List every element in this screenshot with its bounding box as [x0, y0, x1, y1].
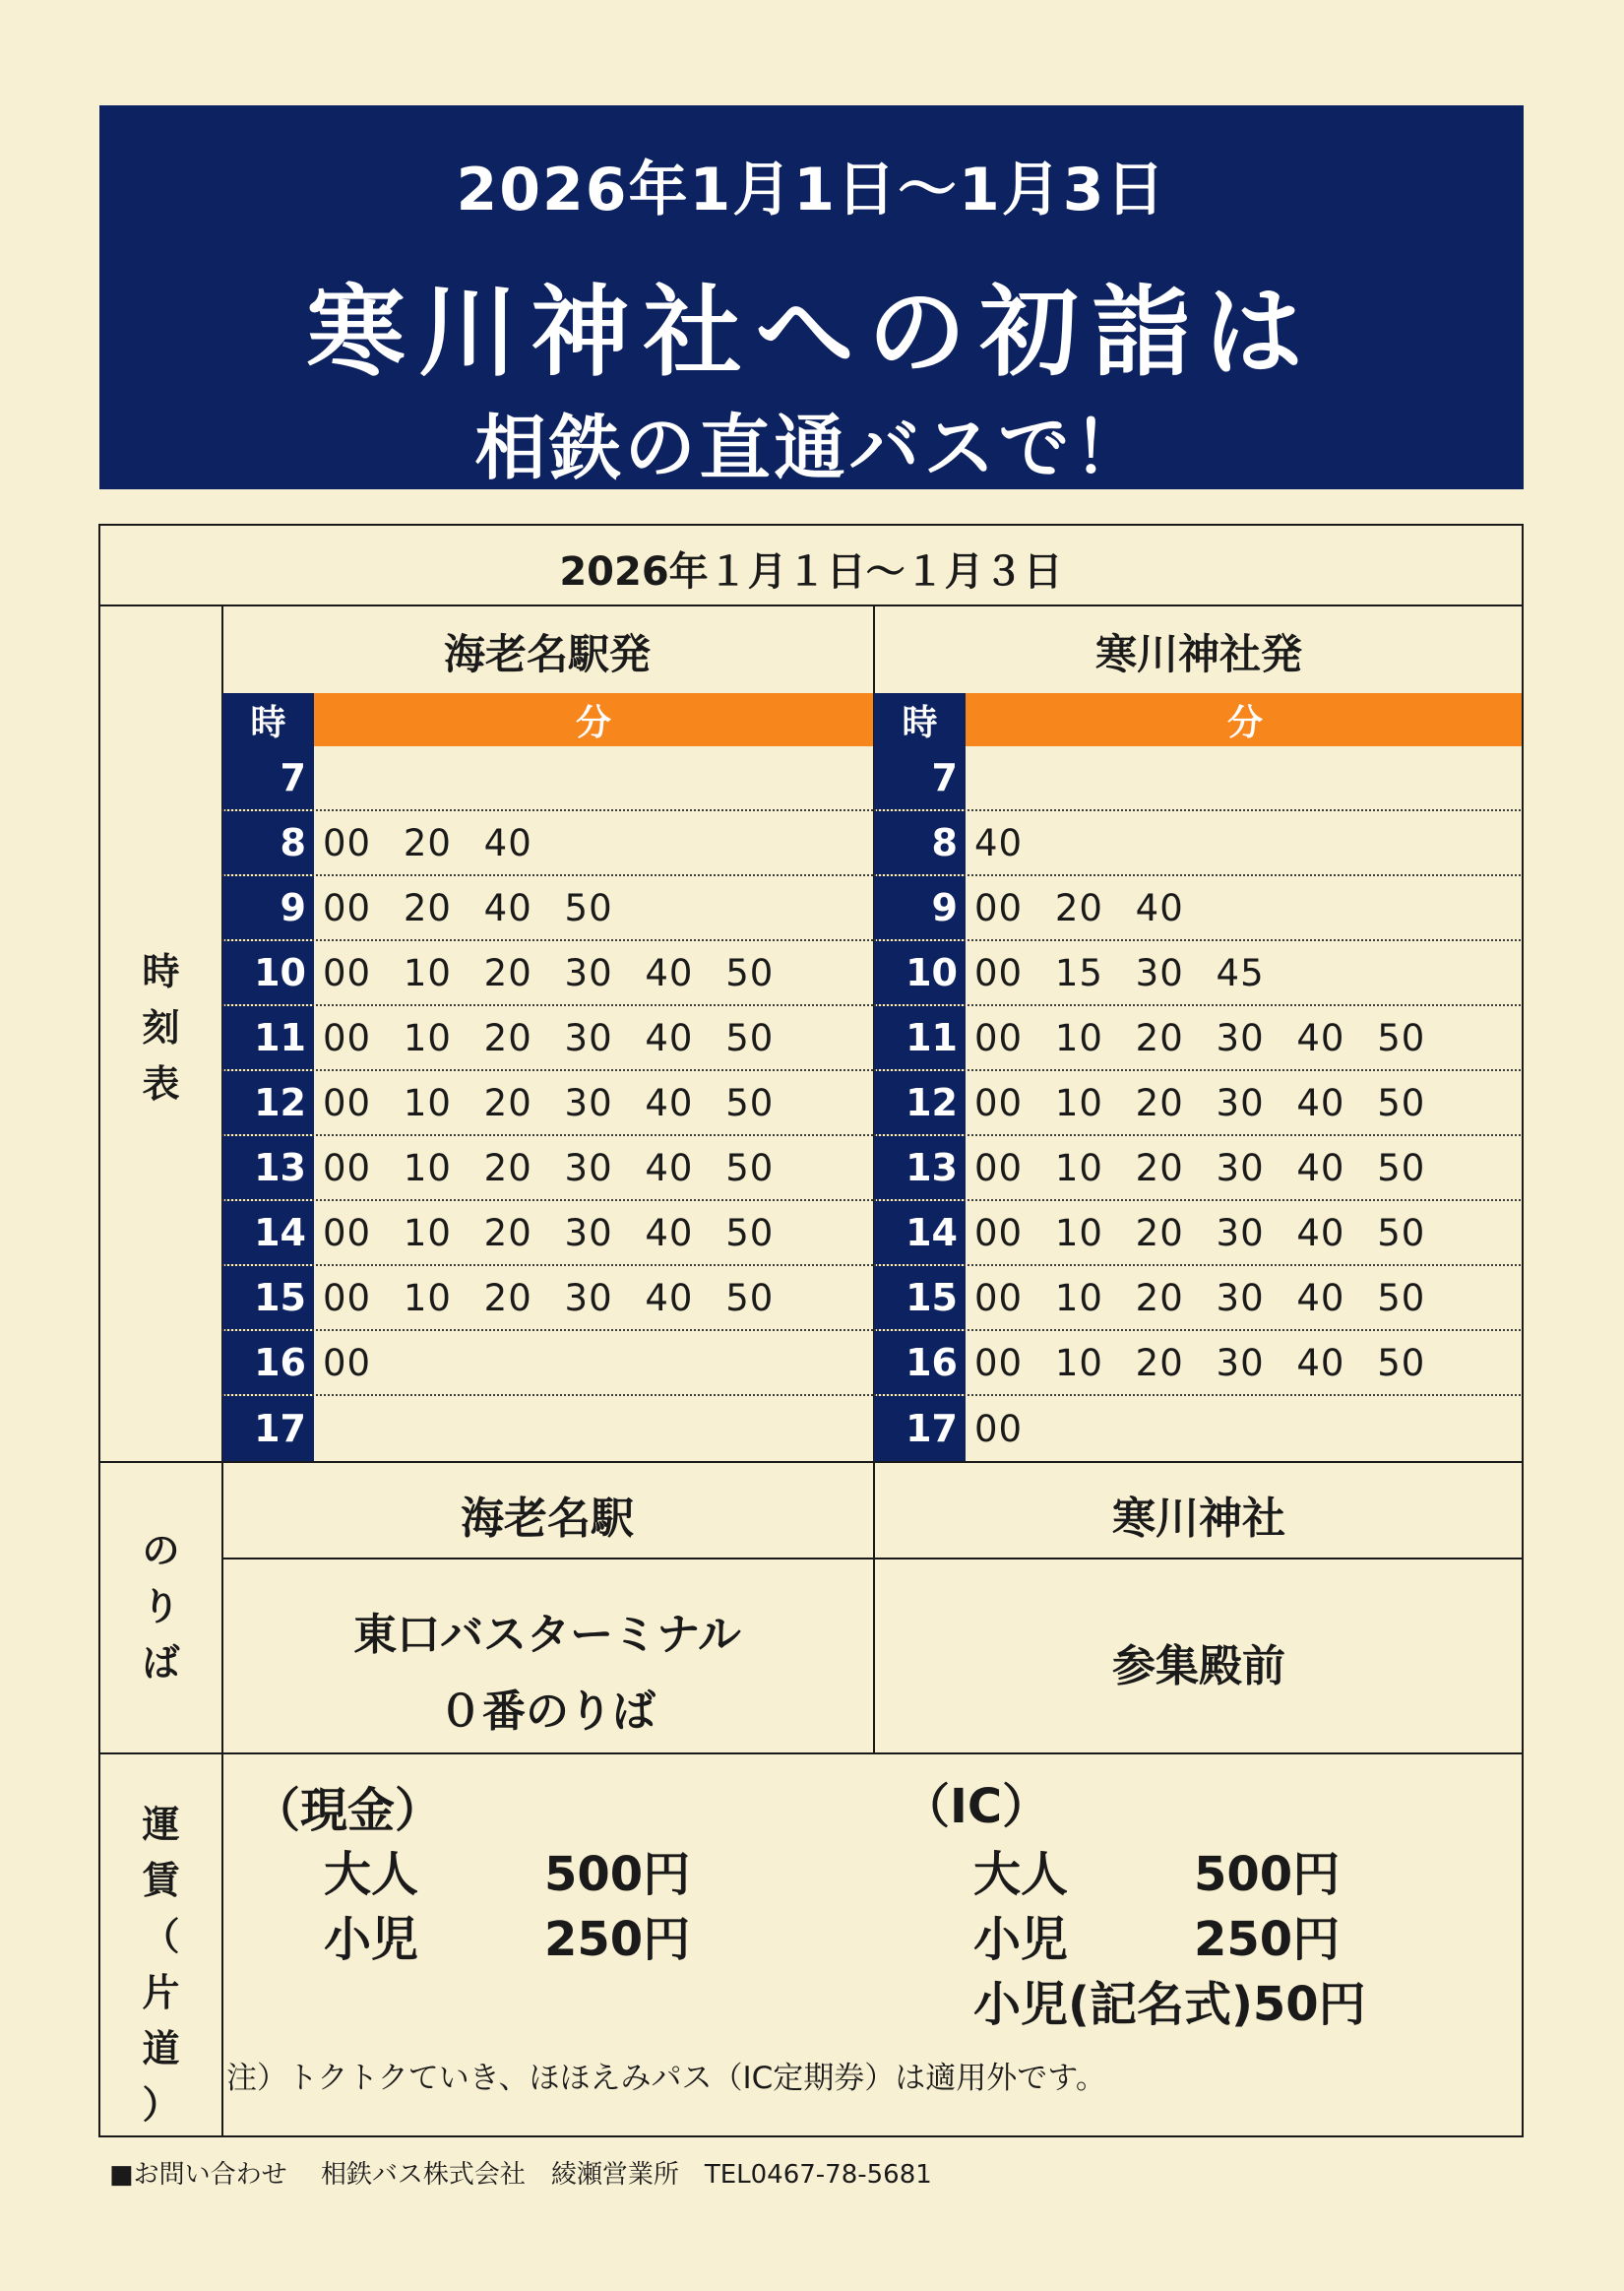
minutes-cell: 00 10 20 30 40 50: [323, 1276, 775, 1319]
ebina-boarding-place: 東口バスターミナル: [353, 1610, 741, 1660]
cash-fare: [253, 1772, 843, 2018]
hour-cell: 9: [222, 876, 314, 939]
table-row: [222, 811, 873, 876]
banner-subline: 相鉄の直通バスで！: [474, 407, 1149, 489]
minutes-cell: 00 10 20 30 40 50: [974, 1081, 1426, 1124]
minutes-cell: 00: [323, 1341, 372, 1384]
cash-child-fare: 小児 250円: [324, 1912, 691, 1967]
hour-cell: 12: [222, 1071, 314, 1134]
ebina-departure-title: 海老名駅発: [443, 630, 651, 678]
minutes-cell: 00 20 40: [323, 821, 532, 864]
hour-cell: 9: [874, 876, 966, 939]
hour-cell: 15: [874, 1266, 966, 1329]
table-row: [222, 1396, 873, 1461]
minutes-cell: 00 10 20 30 40 50: [323, 1211, 775, 1254]
minutes-cell: 00 10 20 30 40 50: [323, 1016, 775, 1059]
info-table: [98, 524, 1524, 2137]
ic-fare: [903, 1768, 1513, 2032]
hour-cell: 16: [222, 1331, 314, 1394]
minutes-cell: 00: [974, 1407, 1024, 1450]
table-row: [222, 1006, 873, 1071]
minute-header: 分: [966, 693, 1524, 746]
hour-cell: 13: [874, 1136, 966, 1199]
table-row: [874, 941, 1524, 1006]
minutes-cell: 00 10 20 30 40 50: [323, 1081, 775, 1124]
minutes-cell: [314, 746, 873, 809]
hour-cell: 15: [222, 1266, 314, 1329]
table-row: [222, 941, 873, 1006]
table-row: [874, 1071, 1524, 1136]
minutes-cell: 00 10 20 30 40 50: [974, 1276, 1426, 1319]
boarding-label: の り ば: [142, 1529, 180, 1685]
table-row: [874, 746, 1524, 811]
minutes-cell: 00 10 20 30 40 50: [323, 1146, 775, 1189]
hour-cell: 8: [874, 811, 966, 874]
hour-cell: 17: [222, 1396, 314, 1461]
hour-cell: 14: [874, 1201, 966, 1264]
ic-adult-fare: 大人 500円: [973, 1847, 1341, 1902]
table-row: [222, 1266, 873, 1331]
hour-cell: 8: [222, 811, 314, 874]
minutes-cell: 00 10 20 30 40 50: [974, 1211, 1426, 1254]
ic-child-registered-fare: 小児(記名式)50円: [973, 1977, 1366, 2032]
divider: [100, 605, 1522, 606]
ebina-boarding-platform: ０番のりば: [439, 1686, 656, 1737]
minutes-cell: 40: [974, 821, 1024, 864]
samukawa-timetable: [874, 693, 1524, 1461]
title-banner: [99, 105, 1524, 489]
divider: [221, 1558, 1522, 1559]
minutes-cell: 00 10 20 30 40 50: [974, 1016, 1426, 1059]
timetable-header: [222, 693, 873, 746]
table-row: [874, 1006, 1524, 1071]
table-row: [222, 1331, 873, 1396]
minutes-cell: [966, 746, 1524, 809]
banner-headline: 寒川神社への初詣は: [306, 274, 1317, 390]
table-row: [874, 1331, 1524, 1396]
hour-cell: 14: [222, 1201, 314, 1264]
fare-note: 注）トクトクていき、ほほえみパス（IC定期券）は適用外です。: [226, 2061, 1106, 2096]
hour-header: 時: [222, 693, 314, 746]
ic-fare-title: （IC）: [903, 1779, 1050, 1834]
divider: [100, 1752, 1522, 1754]
hour-cell: 13: [222, 1136, 314, 1199]
ebina-station-name: 海老名駅: [461, 1494, 634, 1544]
hour-cell: 11: [874, 1006, 966, 1069]
hour-cell: 12: [874, 1071, 966, 1134]
minute-header: 分: [314, 693, 873, 746]
minutes-cell: 00 15 30 45: [974, 951, 1265, 994]
hour-header: 時: [874, 693, 966, 746]
hour-cell: 16: [874, 1331, 966, 1394]
samukawa-station-name: 寒川神社: [1112, 1494, 1285, 1544]
hour-cell: 7: [222, 746, 314, 809]
table-row: [874, 1136, 1524, 1201]
minutes-cell: 00 10 20 30 40 50: [974, 1146, 1426, 1189]
minutes-cell: [314, 1396, 873, 1461]
table-row: [222, 1201, 873, 1266]
minutes-cell: 00 20 40 50: [323, 886, 613, 929]
table-row: [222, 1071, 873, 1136]
samukawa-boarding-place: 参集殿前: [1112, 1641, 1285, 1691]
hour-cell: 7: [874, 746, 966, 809]
divider: [100, 1461, 1522, 1463]
timetable-label: 時 刻 表: [142, 950, 180, 1106]
minutes-cell: 00 10 20 30 40 50: [974, 1341, 1426, 1384]
cash-fare-title: （現金）: [253, 1783, 443, 1838]
table-row: [874, 1201, 1524, 1266]
hour-cell: 10: [874, 941, 966, 1004]
hour-cell: 11: [222, 1006, 314, 1069]
cash-adult-fare: 大人 500円: [324, 1847, 691, 1902]
table-row: [222, 1136, 873, 1201]
contact-info: ■お問い合わせ 相鉄バス株式会社 綾瀬営業所 TEL0467-78-5681: [109, 2160, 932, 2190]
banner-date: 2026年1月1日～1月3日: [456, 156, 1167, 224]
table-row: [874, 1266, 1524, 1331]
ic-child-fare: 小児 250円: [973, 1912, 1341, 1967]
minutes-cell: 00 20 40: [974, 886, 1184, 929]
hour-cell: 17: [874, 1396, 966, 1461]
samukawa-departure-title: 寒川神社発: [1094, 630, 1302, 678]
table-row: [874, 876, 1524, 941]
table-row: [874, 1396, 1524, 1461]
table-row: [874, 811, 1524, 876]
table-date: 2026年１月１日～１月３日: [559, 549, 1063, 595]
ebina-timetable: [222, 693, 873, 1461]
hour-cell: 10: [222, 941, 314, 1004]
timetable-header: [874, 693, 1524, 746]
table-row: [222, 746, 873, 811]
table-row: [222, 876, 873, 941]
fare-label: 運 賃 （ 片 道 ）: [142, 1803, 180, 2127]
minutes-cell: 00 10 20 30 40 50: [323, 951, 775, 994]
